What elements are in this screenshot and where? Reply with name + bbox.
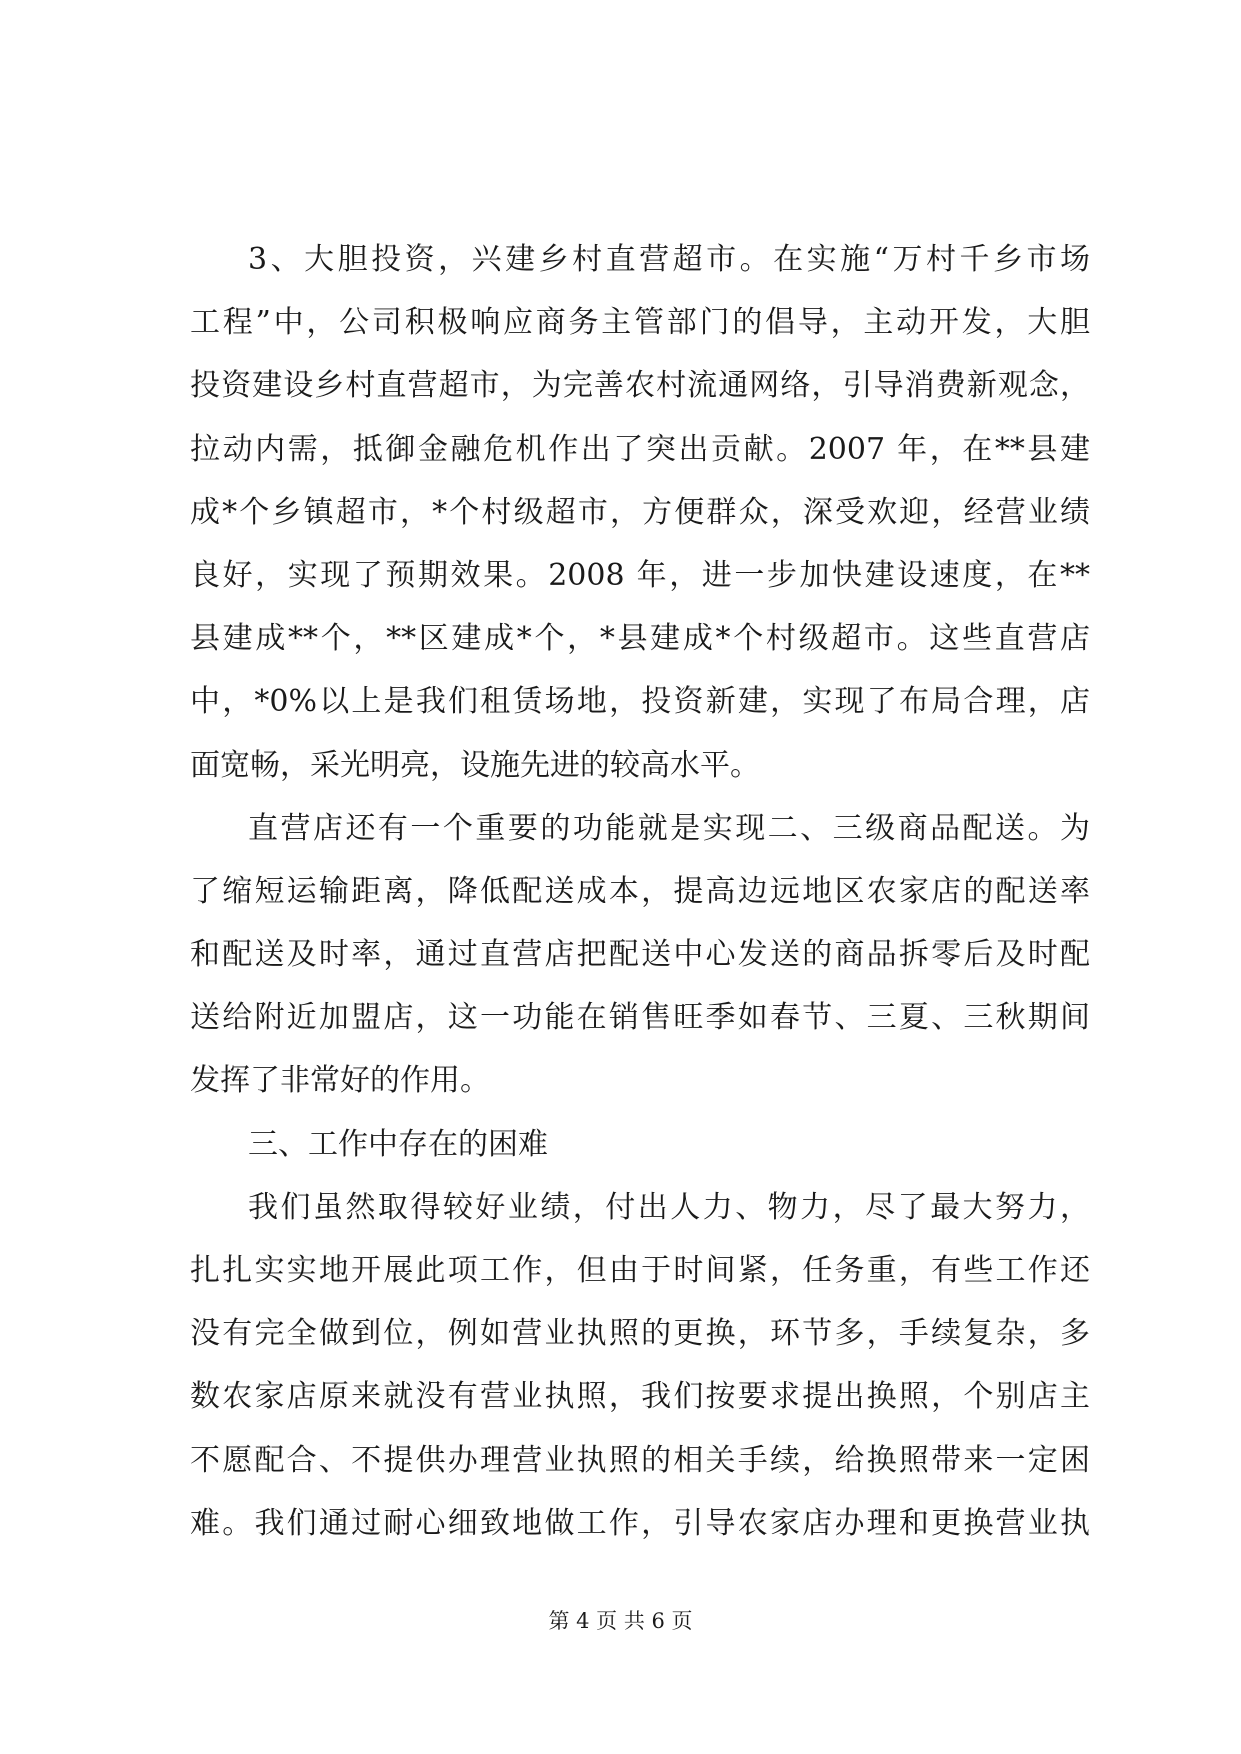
paragraph-line: 和配送及时率，通过直营店把配送中心发送的商品拆零后及时配	[190, 937, 1090, 973]
document-body	[190, 228, 1090, 1555]
paragraph-line: 数农家店原来就没有营业执照，我们按要求提出换照，个别店主	[190, 1379, 1090, 1415]
paragraph-line: 成*个乡镇超市，*个村级超市，方便群众，深受欢迎，经营业绩	[190, 494, 1090, 530]
paragraph-line: 3、大胆投资，兴建乡村直营超市。在实施“万村千乡市场	[248, 242, 1090, 277]
paragraph-line: 扎扎实实地开展此项工作，但由于时间紧，任务重，有些工作还	[190, 1253, 1090, 1288]
paragraph-line: 了缩短运输距离，降低配送成本，提高边远地区农家店的配送率	[190, 873, 1090, 909]
section-heading	[190, 1113, 1090, 1176]
paragraph-line: 县建成**个，**区建成*个，*县建成*个村级超市。这些直营店	[190, 621, 1090, 657]
section-heading-text: 三、工作中存在的困难	[248, 1126, 548, 1162]
paragraph-line: 良好，实现了预期效果。2008 年，进一步加快建设速度，在**	[190, 557, 1090, 593]
paragraph-line: 发挥了非常好的作用。	[190, 1063, 490, 1099]
paragraph-line: 面宽畅，采光明亮，设施先进的较高水平。	[190, 747, 760, 783]
paragraph	[190, 797, 1090, 1113]
paragraph-line: 直营店还有一个重要的功能就是实现二、三级商品配送。为	[248, 810, 1090, 846]
page-number-footer: 第 4 页 共 6 页	[548, 1609, 693, 1633]
paragraph-line: 没有完全做到位，例如营业执照的更换，环节多，手续复杂，多	[190, 1316, 1090, 1352]
paragraph	[190, 1176, 1090, 1555]
paragraph-line: 送给附近加盟店，这一功能在销售旺季如春节、三夏、三秋期间	[190, 1000, 1090, 1036]
paragraph-line: 拉动内需，抵御金融危机作出了突出贡献。2007 年，在**县建	[190, 431, 1090, 467]
paragraph-line: 不愿配合、不提供办理营业执照的相关手续，给换照带来一定困	[190, 1442, 1090, 1478]
paragraph-line: 中，*0%以上是我们租赁场地，投资新建，实现了布局合理，店	[190, 684, 1090, 720]
paragraph-line: 我们虽然取得较好业绩，付出人力、物力，尽了最大努力，	[248, 1189, 1090, 1225]
paragraph-line: 投资建设乡村直营超市，为完善农村流通网络，引导消费新观念，	[190, 368, 1090, 404]
paragraph-line: 难。我们通过耐心细致地做工作，引导农家店办理和更换营业执	[190, 1505, 1090, 1541]
paragraph	[190, 228, 1090, 797]
paragraph-line: 工程”中，公司积极响应商务主管部门的倡导，主动开发，大胆	[190, 305, 1090, 341]
